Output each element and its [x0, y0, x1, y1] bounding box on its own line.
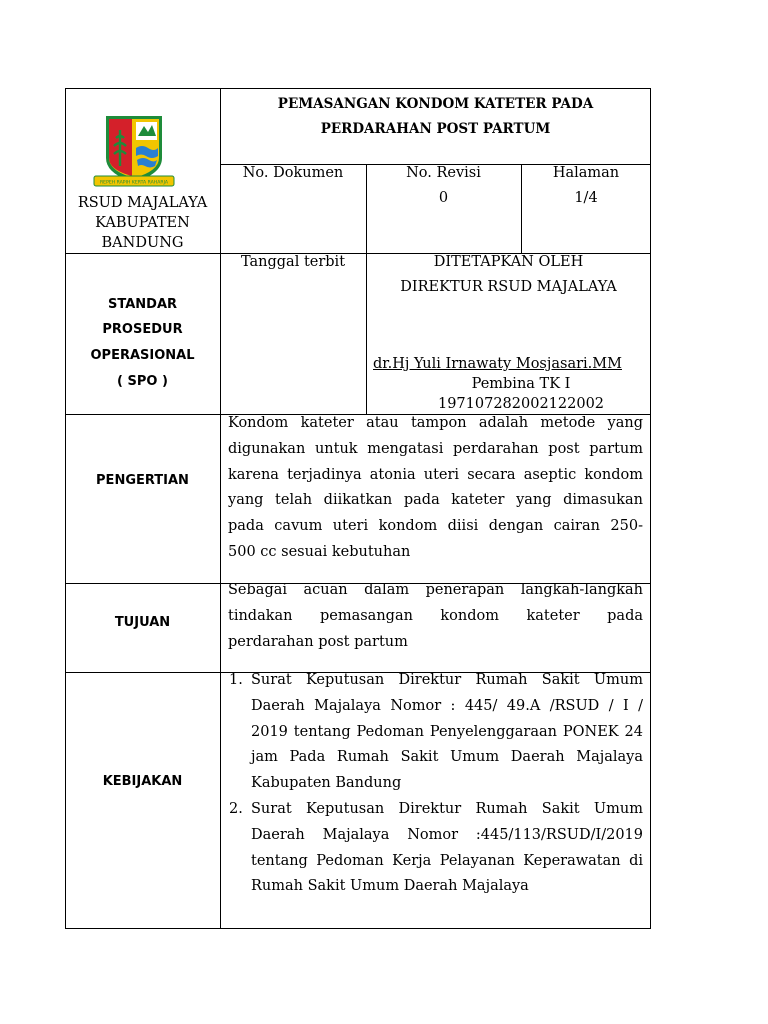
kebijakan-item: [229, 668, 643, 797]
no-dokumen-label: No. Dokumen: [242, 165, 344, 181]
kebijakan-line: jam Pada Rumah Sakit Umum Daerah Majalaya: [251, 749, 643, 766]
tujuan-line: perdarahan post partum: [228, 633, 408, 650]
tanggal-terbit-label: Tanggal terbit: [240, 254, 346, 270]
pengertian-line: pada cavum uteri kondom diisi dengan cairan 250-: [228, 518, 643, 535]
pengertian-line: yang telah diikatkan pada kateter yang dimasukan: [228, 492, 643, 509]
pengertian-line: karena terjadinya atonia uteri secara aseptic kondom: [228, 466, 643, 483]
director-name: dr.Hj Yuli Irnawaty Mosjasari.MM: [373, 356, 622, 372]
institution-name-line-1: RSUD MAJALAYA: [77, 195, 208, 211]
kebijakan-line: tentang Pedoman Kerja Pelayanan Keperawatan di: [251, 852, 643, 869]
kebijakan-line: Rumah Sakit Umum Daerah Majalaya: [251, 878, 529, 895]
pengertian-text: [228, 411, 643, 566]
document-title-line-1: PEMASANGAN KONDOM KATETER PADA: [277, 96, 594, 112]
logo-banner-text: REPEH RAPIH KERTA RAHARJA: [99, 180, 169, 186]
tujuan-text: [228, 578, 643, 655]
kebijakan-line: Kabupaten Bandung: [251, 775, 402, 792]
no-revisi-label: No. Revisi: [406, 165, 481, 181]
kebijakan-label: KEBIJAKAN: [102, 774, 183, 789]
spo-title-line-1: STANDAR: [107, 297, 178, 312]
tujuan-line: tindakan pemasangan kondom kateter pada: [228, 607, 643, 624]
kebijakan-list: [229, 668, 643, 900]
list-number: 1.: [229, 672, 243, 688]
tujuan-line: Sebagai acuan dalam penerapan langkah-langkah: [228, 582, 643, 598]
pengertian-line: Kondom kateter atau tampon adalah metode yang: [228, 415, 643, 431]
document-title-line-2: PERDARAHAN POST PARTUM: [320, 121, 551, 137]
director-nip: 197107282002122002: [437, 396, 605, 412]
kabupaten-bandung-emblem-logo: [92, 112, 176, 192]
kebijakan-line: Surat Keputusan Direktur Rumah Sakit Umum: [251, 672, 643, 688]
no-revisi-value: 0: [438, 190, 449, 206]
halaman-label: Halaman: [552, 165, 620, 181]
pengertian-line: digunakan untuk mengatasi perdarahan post partum: [228, 440, 643, 457]
kebijakan-line: Daerah Majalaya Nomor :445/113/RSUD/I/2019: [251, 826, 643, 843]
halaman-value: 1/4: [574, 190, 598, 206]
approval-line-2: DIREKTUR RSUD MAJALAYA: [400, 279, 617, 295]
kebijakan-line: Daerah Majalaya Nomor : 445/ 49.A /RSUD / I /: [251, 697, 643, 714]
institution-name-line-3: BANDUNG: [101, 235, 184, 251]
list-number: 2.: [229, 800, 243, 817]
spo-title-line-3: OPERASIONAL: [90, 348, 195, 363]
spo-title-line-4: ( SPO ): [117, 374, 168, 389]
approval-line-1: DITETAPKAN OLEH: [433, 254, 584, 270]
tujuan-label: TUJUAN: [114, 615, 171, 630]
institution-name-line-2: KABUPATEN: [95, 215, 190, 231]
kebijakan-line: Surat Keputusan Direktur Rumah Sakit Umum: [251, 800, 643, 817]
spo-title-line-2: PROSEDUR: [102, 322, 183, 337]
director-rank: Pembina TK I: [471, 376, 571, 392]
kebijakan-line: 2019 tentang Pedoman Penyelenggaraan PONEK 24: [251, 723, 643, 740]
pengertian-line: 500 cc sesuai kebutuhan: [228, 543, 411, 560]
divider: [220, 88, 221, 929]
pengertian-label: PENGERTIAN: [96, 473, 189, 488]
kebijakan-item: [229, 797, 643, 900]
